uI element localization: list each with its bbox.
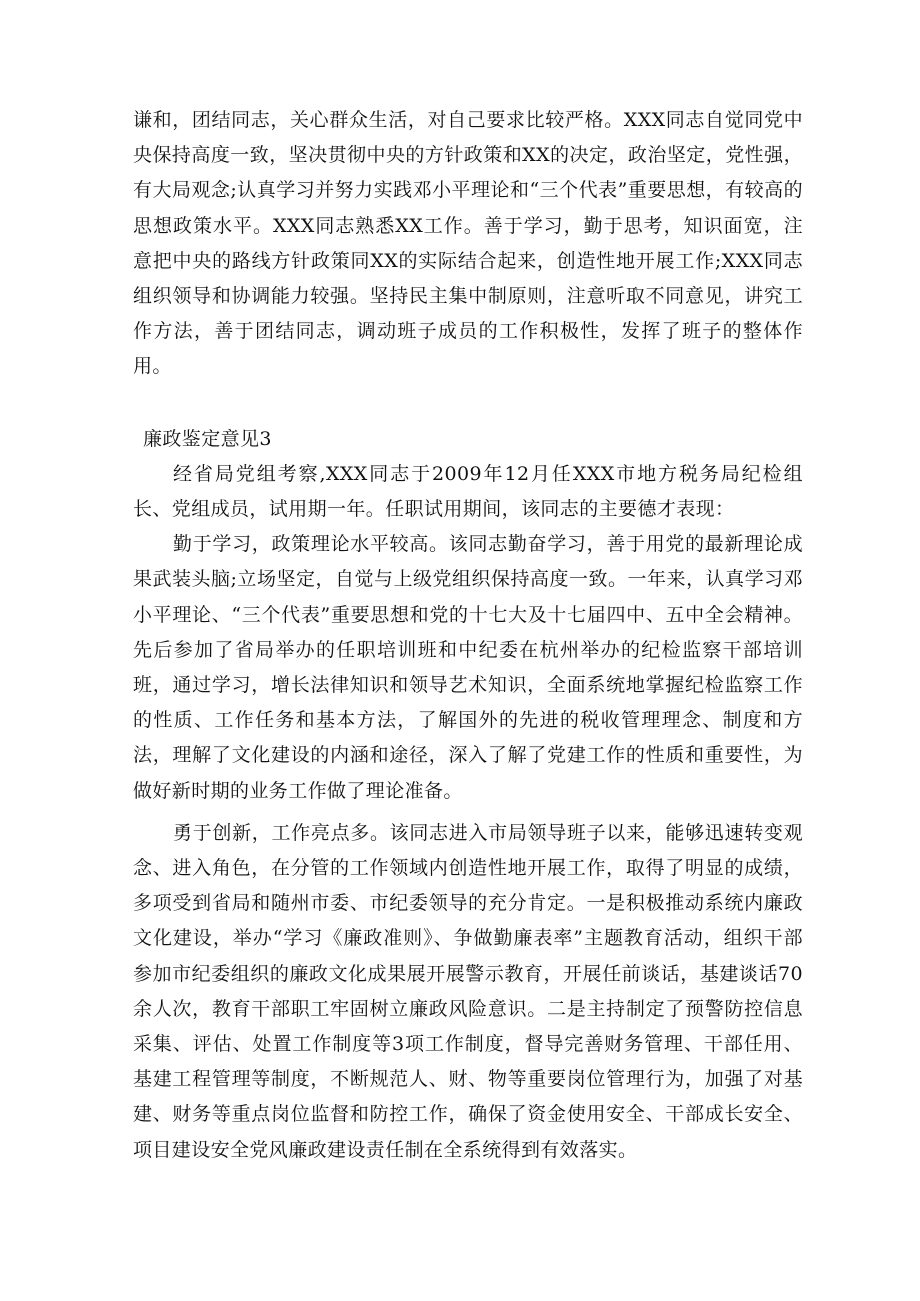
paragraph-intro: 经省局党组考察,XXX同志于2009年12月任XXX市地方税务局纪检组长、党组成员，试用期一年。任职试用期间，该同志的主要德才表现： (133, 462, 803, 521)
paragraph-study: 勤于学习，政策理论水平较高。该同志勤奋学习，善于用党的最新理论成果武装头脑;立场坚定，自觉与上级党组织保持高度一致。一年来，认真学习邓小平理论、“三个代表”重要思想和党的十七大及十七届四中、五中全会精神。先后参加了省局举办的任职培训班和中纪委在杭州举办的纪检监察干部培训班，通过学习，增长法律知识和领导艺术知识，全面系统地掌握纪检监察工作的性质、工作任务和基本方法，了解国外的先进的税收管理理念、制度和方法，理解了文化建设的内涵和途径，深入了解了党建工作的性质和重要性，为做好新时期的业务工作做了理论准备。 (133, 533, 803, 802)
paragraph-continuation: 谦和，团结同志，关心群众生活，对自己要求比较严格。XXX同志自觉同党中央保持高度一致，坚决贯彻中央的方针政策和XX的决定，政治坚定，党性强，有大局观念;认真学习并努力实践邓小平理论和“三个代表”重要思想，有较高的思想政策水平。XXX同志熟悉XX工作。善于学习，勤于思考，知识面宽，注意把中央的路线方针政策同XX的实际结合起来，创造性地开展工作;XXX同志组织领导和协调能力较强。坚持民主集中制原则，注意听取不同意见，讲究工作方法，善于团结同志，调动班子成员的工作积极性，发挥了班子的整体作用。 (133, 109, 803, 378)
document-body (133, 103, 803, 1168)
section-heading: 廉政鉴定意见3 (143, 427, 272, 450)
paragraph-innovation: 勇于创新，工作亮点多。该同志进入市局领导班子以来，能够迅速转变观念、进入角色，在分管的工作领域内创造性地开展工作，取得了明显的成绩，多项受到省局和随州市委、市纪委领导的充分肯定。一是积极推动系统内廉政文化建设，举办“学习《廉政准则》、争做勤廉表率”主题教育活动，组织干部参加市纪委组织的廉政文化成果展开展警示教育，开展任前谈话，基建谈话70余人次，教育干部职工牢固树立廉政风险意识。二是主持制定了预警防控信息采集、评估、处置工作制度等3项工作制度，督导完善财务管理、干部任用、基建工程管理等制度，不断规范人、财、物等重要岗位管理行为，加强了对基建、财务等重点岗位监督和防控工作，确保了资金使用安全、干部成长安全、项目建设安全党风廉政建设责任制在全系统得到有效落实。 (133, 821, 803, 1161)
